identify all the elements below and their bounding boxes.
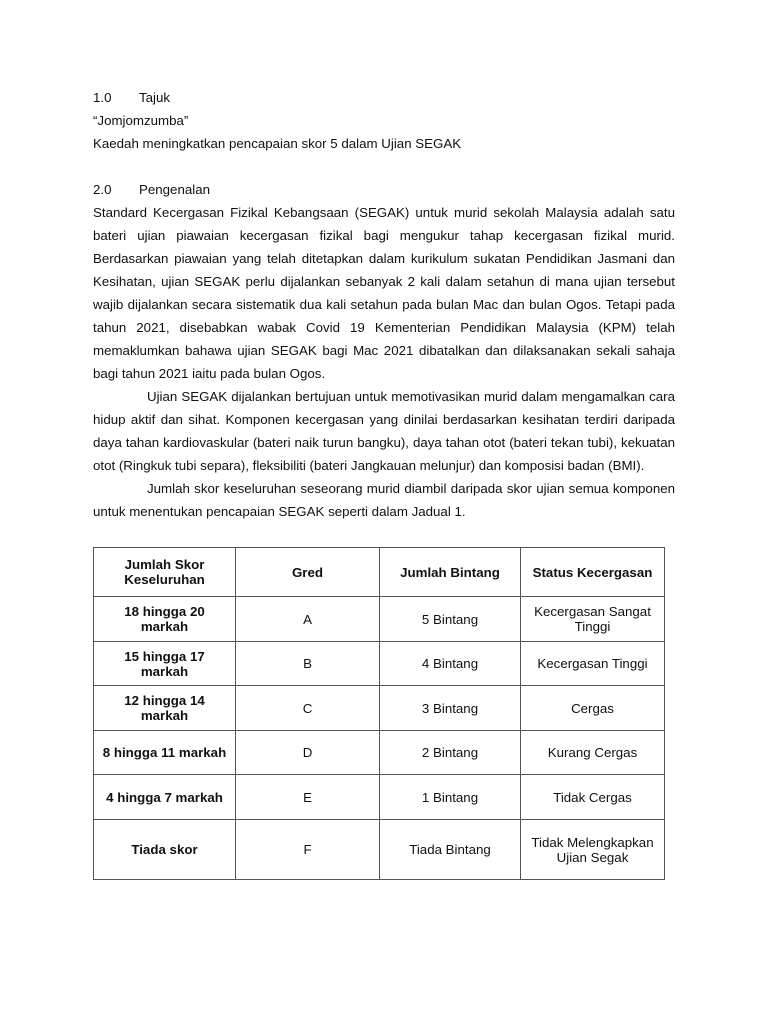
score-cell: 4 hingga 7 markah	[94, 775, 236, 820]
status-cell: Kurang Cergas	[521, 731, 665, 775]
document-body	[93, 86, 675, 523]
table-row	[94, 775, 665, 820]
grade-cell: D	[236, 731, 380, 775]
table-row	[94, 820, 665, 880]
grade-cell: B	[236, 642, 380, 686]
grade-cell: C	[236, 686, 380, 731]
table-row	[94, 642, 665, 686]
section-title: Pengenalan	[139, 182, 210, 197]
grade-cell: E	[236, 775, 380, 820]
table-header-row	[94, 548, 665, 597]
column-header: Jumlah Skor Keseluruhan	[94, 548, 236, 597]
paragraph: Ujian SEGAK dijalankan bertujuan untuk memotivasikan murid dalam mengamalkan cara hidup aktif dan sihat. Komponen kecergasan yang dinilai berdasarkan kesihatan terdiri daripada daya tahan kardiovaskular (bateri naik turun bangku), daya tahan otot (bateri tekan tubi), kekuatan otot (Ringkuk tubi separa), fleksibiliti (bateri Jangkauan melunjur) dan komposisi badan (BMI).	[93, 389, 675, 473]
status-cell: Kecergasan Sangat Tinggi	[521, 597, 665, 642]
project-title: “Jomjomzumba”	[93, 113, 189, 128]
stars-cell: 5 Bintang	[380, 597, 521, 642]
project-subtitle: Kaedah meningkatkan pencapaian skor 5 dalam Ujian SEGAK	[93, 136, 462, 151]
score-cell: Tiada skor	[94, 820, 236, 880]
stars-cell: 3 Bintang	[380, 686, 521, 731]
status-cell: Cergas	[521, 686, 665, 731]
table-row	[94, 597, 665, 642]
status-cell: Tidak Melengkapkan Ujian Segak	[521, 820, 665, 880]
status-cell: Kecergasan Tinggi	[521, 642, 665, 686]
score-cell: 12 hingga 14 markah	[94, 686, 236, 731]
table-row	[94, 731, 665, 775]
table-row	[94, 686, 665, 731]
paragraph: Jumlah skor keseluruhan seseorang murid diambil daripada skor ujian semua komponen untuk menentukan pencapaian SEGAK seperti dalam Jadual 1.	[93, 481, 675, 519]
grade-cell: F	[236, 820, 380, 880]
section-number: 2.0	[93, 182, 112, 197]
section-1-heading	[93, 86, 675, 109]
section-number: 1.0	[93, 90, 112, 105]
column-header: Gred	[236, 548, 380, 597]
section-title: Tajuk	[139, 90, 171, 105]
segak-grade-table	[93, 547, 665, 880]
column-header: Status Kecergasan	[521, 548, 665, 597]
score-cell: 18 hingga 20 markah	[94, 597, 236, 642]
stars-cell: 4 Bintang	[380, 642, 521, 686]
column-header: Jumlah Bintang	[380, 548, 521, 597]
stars-cell: 2 Bintang	[380, 731, 521, 775]
stars-cell: Tiada Bintang	[380, 820, 521, 880]
status-cell: Tidak Cergas	[521, 775, 665, 820]
grade-cell: A	[236, 597, 380, 642]
paragraph: Standard Kecergasan Fizikal Kebangsaan (SEGAK) untuk murid sekolah Malaysia adalah satu bateri ujian piawaian kecergasan fizikal bagi mengukur tahap kecergasan fizikal murid. Berdasarkan piawaian yang telah ditetapkan dalam kurikulum sukatan Pendidikan Jasmani dan Kesihatan, ujian SEGAK perlu dijalankan sebanyak 2 kali dalam setahun di mana ujian tersebut wajib dijalankan secara sistematik dua kali setahun pada bulan Mac dan bulan Ogos. Tetapi pada tahun 2021, disebabkan wabak Covid 19 Kementerian Pendidikan Malaysia (KPM) telah memaklumkan bahawa ujian SEGAK bagi Mac 2021 dibatalkan dan dilaksanakan sekali sahaja bagi tahun 2021 iaitu pada bulan Ogos.	[93, 205, 675, 381]
score-cell: 15 hingga 17 markah	[94, 642, 236, 686]
stars-cell: 1 Bintang	[380, 775, 521, 820]
section-2-heading	[93, 178, 675, 201]
score-cell: 8 hingga 11 markah	[94, 731, 236, 775]
